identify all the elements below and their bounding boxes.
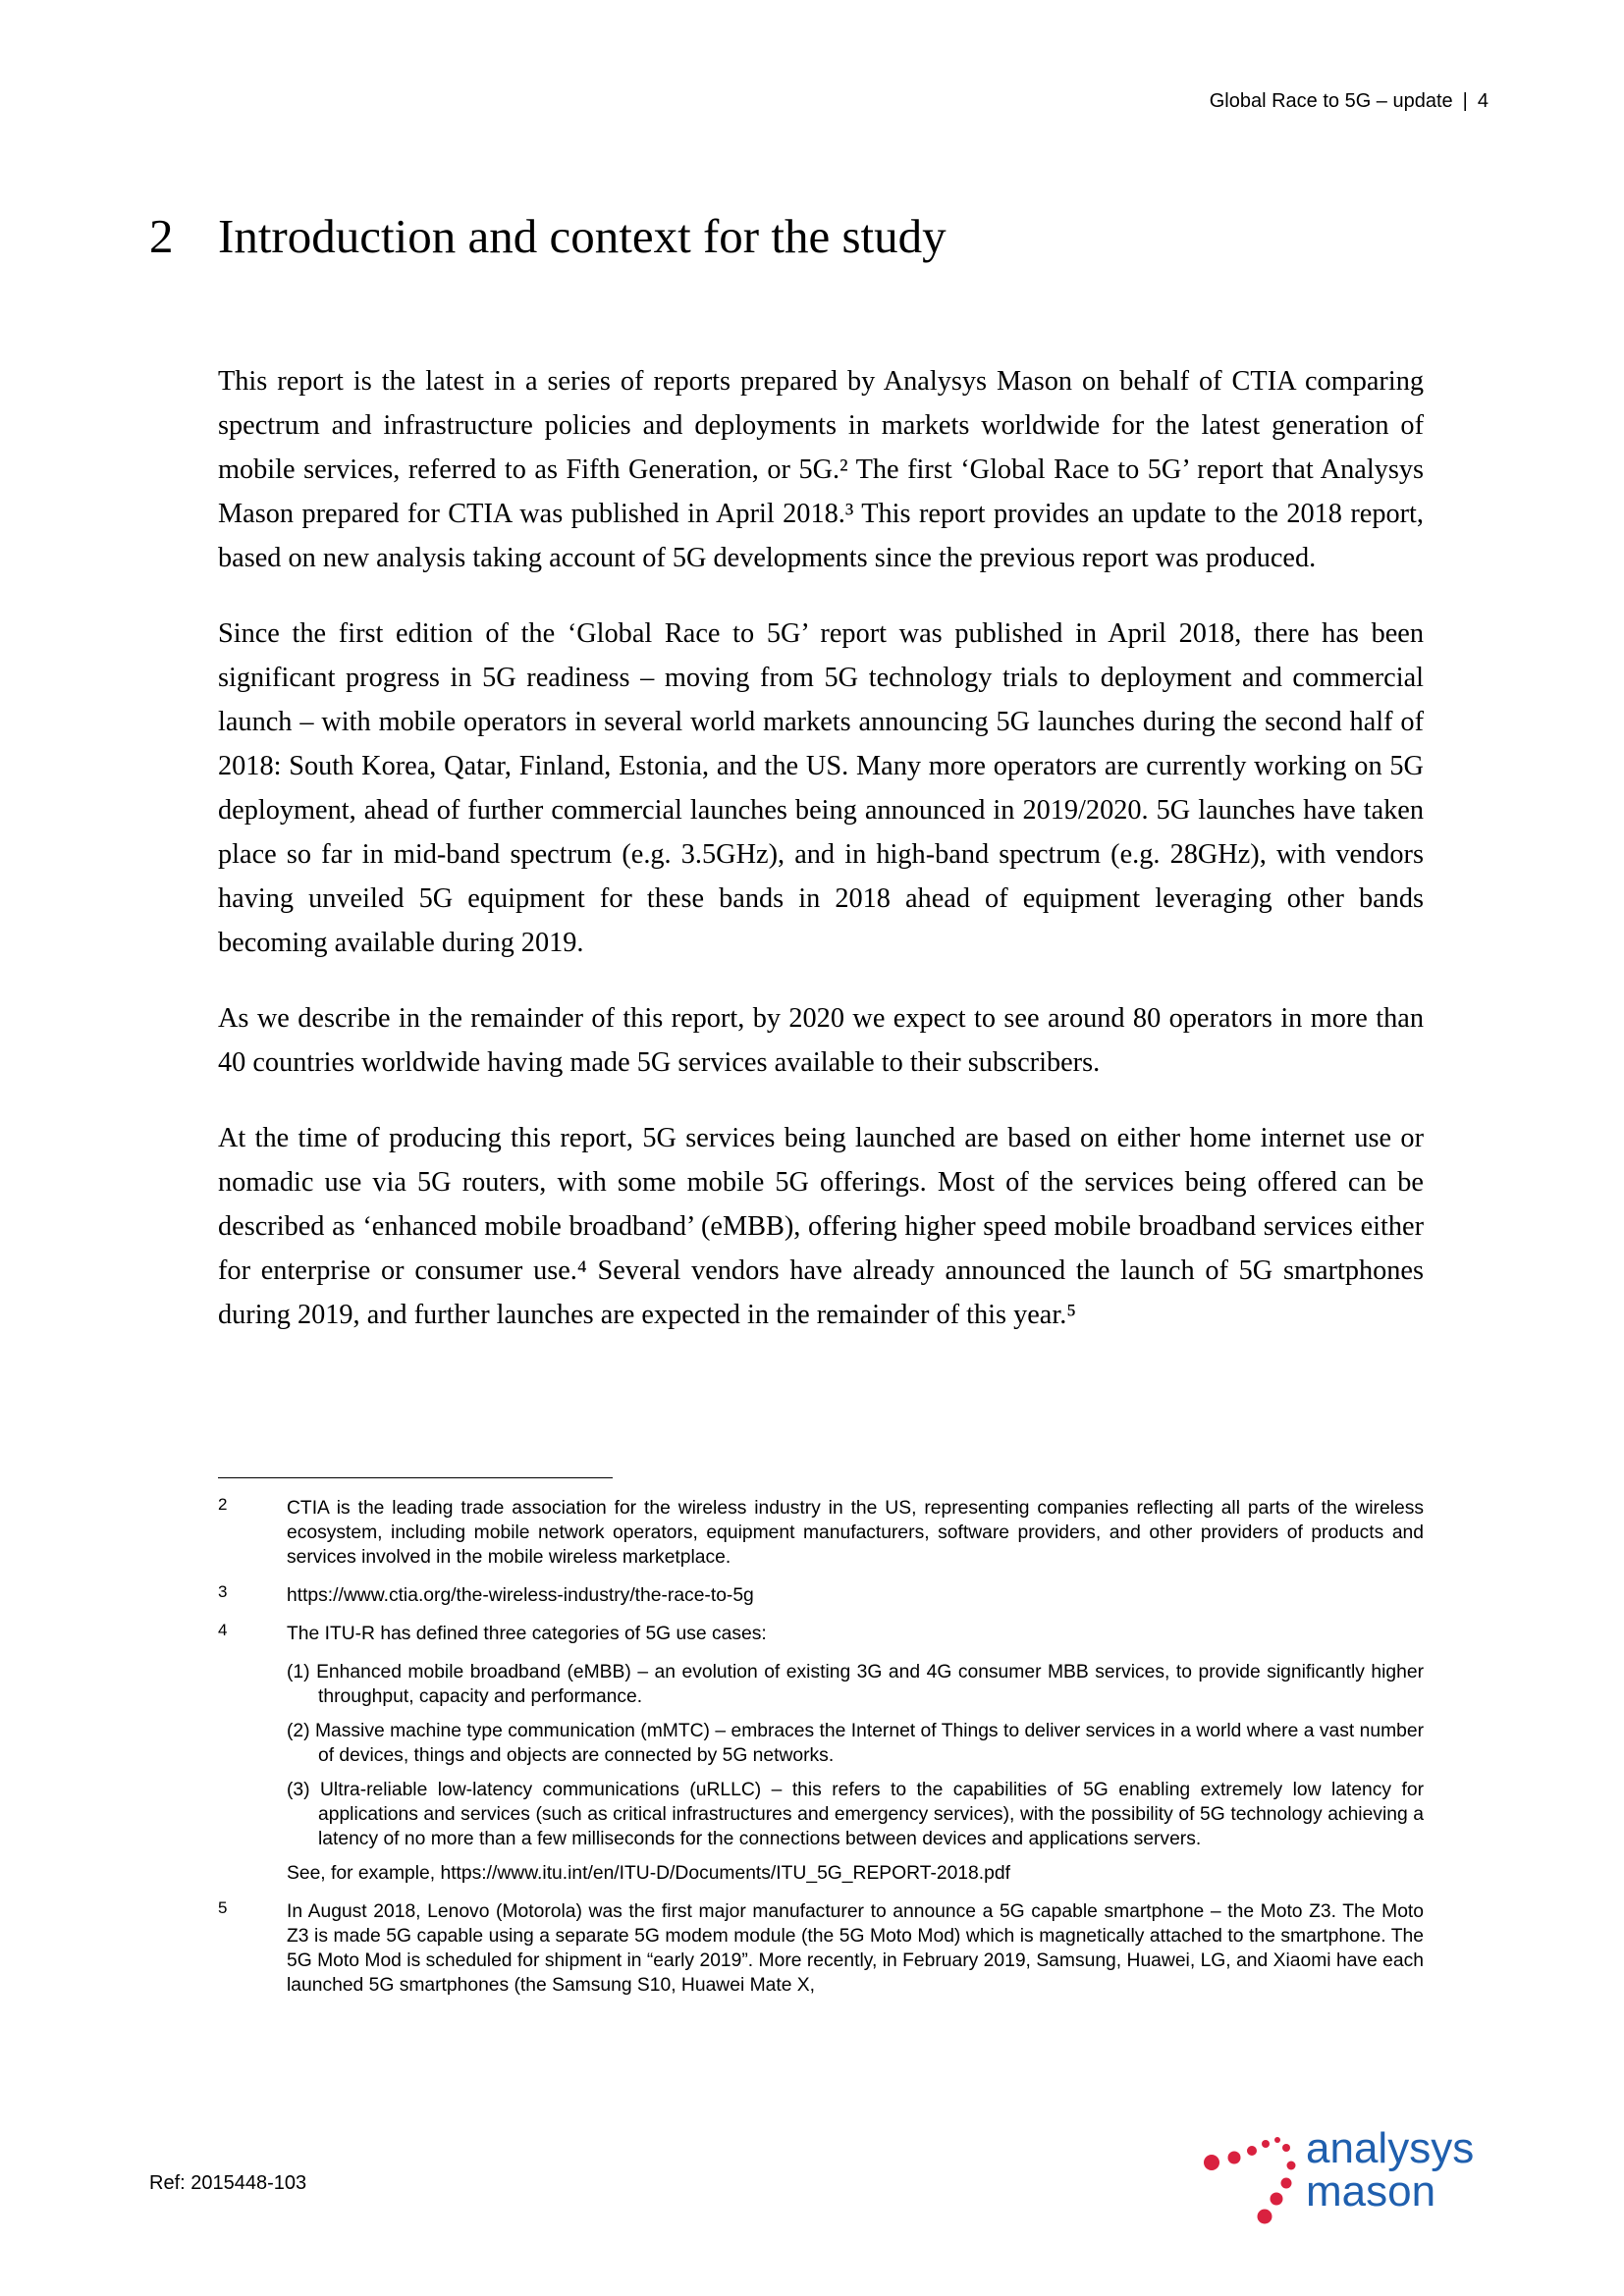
footnote-list-item: (2) Massive machine type communication (mMTC) – embraces the Internet of Things to deliver services in a world where a vast number of devices, things and objects are connected by 5G networks. [287, 1721, 1424, 1766]
footnote-list-item: (1) Enhanced mobile broadband (eMBB) – an evolution of existing 3G and 4G consumer MBB services, to provide significantly higher throughput, capacity and performance. [287, 1662, 1424, 1707]
paragraph: This report is the latest in a series of reports prepared by Analysys Mason on behalf of CTIA comparing spectrum and infrastructure policies and deployments in markets worldwide for the latest generation of mobile services, referred to as Fifth Generation, or 5G.² The first ‘Global Race to 5G’ report that Analysys Mason prepared for CTIA was published in April 2018.³ This report provides an update to the 2018 report, based on new analysis taking account of 5G developments since the previous report was produced. [218, 366, 1424, 573]
paragraph: As we describe in the remainder of this report, by 2020 we expect to see around 80 operators in more than 40 countries worldwide having made 5G services available to their subscribers. [218, 1003, 1424, 1078]
paragraph: At the time of producing this report, 5G services being launched are based on either home internet use or nomadic use via 5G routers, with some mobile 5G offerings. Most of the services being offered can be described as ‘enhanced mobile broadband’ (eMBB), offering higher speed mobile broadband services either for enterprise or consumer use.⁴ Several vendors have already announced the launch of 5G smartphones during 2019, and further launches are expected in the remainder of this year.⁵ [218, 1123, 1424, 1330]
paragraph: Since the first edition of the ‘Global Race to 5G’ report was published in April 2018, there has been significant progress in 5G readiness – moving from 5G technology trials to deployment and commercial launch – with mobile operators in several world markets announcing 5G launches during the second half of 2018: South Korea, Qatar, Finland, Estonia, and the US. Many more operators are currently working on 5G deployment, ahead of further commercial launches being announced in 2019/2020. 5G launches have taken place so far in mid-band spectrum (e.g. 3.5GHz), and in high-band spectrum (e.g. 28GHz), with vendors having unveiled 5G equipment for these bands in 2018 ahead of equipment leveraging other bands becoming available during 2019. [218, 618, 1424, 958]
page-number: 4 [1477, 90, 1489, 112]
logo-line: analysys [1306, 2124, 1475, 2172]
footnote-number: 3 [218, 1582, 228, 1601]
footnote-intro: The ITU-R has defined three categories of 5G use cases: [287, 1624, 767, 1644]
footnote-3 [218, 1583, 1424, 1608]
footnote-number: 2 [218, 1495, 228, 1514]
header-title: Global Race to 5G – update [1209, 90, 1453, 112]
logo-line: mason [1306, 2167, 1436, 2216]
running-header [1210, 90, 1489, 113]
footnote-number: 4 [218, 1621, 228, 1639]
section-title: Introduction and context for the study [218, 209, 947, 263]
footnote-text: In August 2018, Lenovo (Motorola) was the first major manufacturer to announce a 5G capable smartphone – the Moto Z3. The Moto Z3 is made 5G capable using a separate 5G modem module (the 5G Moto Mod) which is magnetically attached to the smartphone. The 5G Moto Mod is scheduled for shipment in “early 2019”. More recently, in February 2019, Samsung, Huawei, LG, and Xiaomi have each launched 5G smartphones (the Samsung S10, Huawei Mate X, [287, 1901, 1424, 1996]
section-heading [149, 208, 947, 264]
header-separator: | [1462, 90, 1468, 112]
footnote-number: 5 [218, 1898, 228, 1917]
footnote-text: CTIA is the leading trade association for the wireless industry in the US, representing companies reflecting all parts of the wireless ecosystem, including mobile network operators, equipment manufacturers, software providers, and other providers of products and services involved in the mobile wireless marketplace. [287, 1498, 1424, 1568]
footnote-4 [218, 1622, 1424, 1886]
logo-wordmark [1306, 2124, 1475, 2216]
footnote-divider [218, 1477, 613, 1478]
body-text [218, 359, 1424, 1368]
footnotes [218, 1496, 1424, 2011]
footnote-5 [218, 1899, 1424, 1998]
document-reference: Ref: 2015448-103 [149, 2172, 307, 2194]
footnote-2 [218, 1496, 1424, 1570]
footnote-link[interactable]: https://www.ctia.org/the-wireless-industry/the-race-to-5g [287, 1585, 754, 1606]
section-number: 2 [149, 209, 174, 263]
footnote-list-item: (3) Ultra-reliable low-latency communications (uRLLC) – this refers to the capabilities of 5G enabling extremely low latency for applications and services (such as critical infrastructures and emergency services), with the possibility of 5G technology achieving a latency of no more than a few milliseconds for the connections between devices and applications servers. [287, 1780, 1424, 1849]
footnote-see-link[interactable]: See, for example, https://www.itu.int/en/ITU-D/Documents/ITU_5G_REPORT-2018.pdf [287, 1863, 1010, 1884]
